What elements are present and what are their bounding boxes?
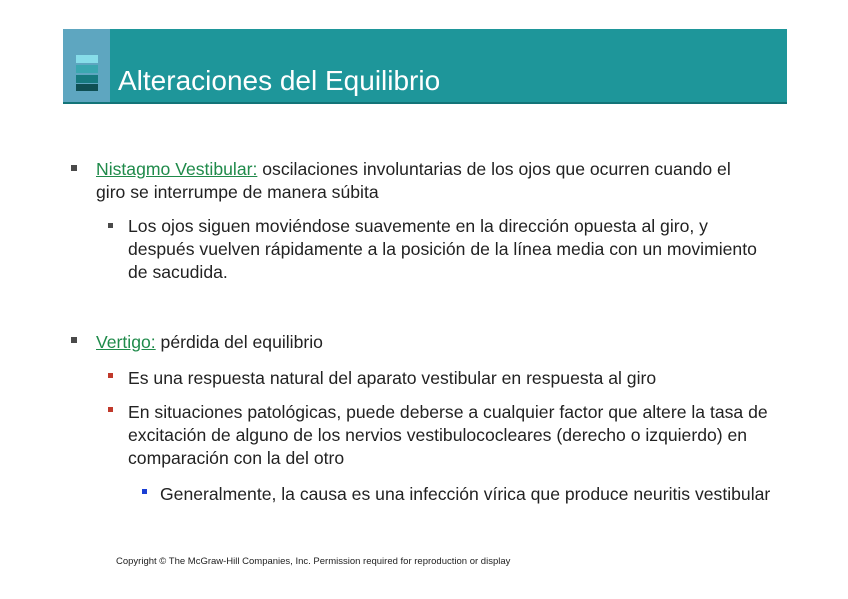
bullet-vertigo bbox=[96, 331, 746, 354]
bullet-situaciones-patologicas bbox=[128, 401, 778, 470]
bullet-marker bbox=[108, 223, 113, 228]
bullet-marker bbox=[71, 337, 77, 343]
copyright-notice: Copyright © The McGraw-Hill Companies, Inc. Permission required for reproduction or display bbox=[116, 556, 511, 567]
bullet-nistagmo bbox=[96, 158, 746, 204]
bullet-text: Es una respuesta natural del aparato vestibular en respuesta al giro bbox=[128, 368, 657, 388]
term-vertigo: Vertigo: bbox=[96, 332, 156, 352]
slide-title: Alteraciones del Equilibrio bbox=[118, 65, 441, 96]
bullet-text: oscilaciones involuntarias de los ojos que ocurren cuando el giro se interrumpe de manera súbita bbox=[96, 159, 731, 202]
bullet-text: Generalmente, la causa es una infección vírica que produce neuritis vestibular bbox=[160, 484, 771, 504]
bullet-respuesta-natural bbox=[128, 367, 788, 390]
bullet-marker bbox=[71, 165, 77, 171]
bullet-text: En situaciones patológicas, puede deberse a cualquier factor que altere la tasa de excitación de alguno de los nervios vestibulococleares (derecho o izquierdo) en comparación con la del otro bbox=[128, 402, 768, 468]
term-nistagmo: Nistagmo Vestibular: bbox=[96, 159, 258, 179]
stacked-bars-icon bbox=[76, 55, 98, 91]
bullet-text: Los ojos siguen moviéndose suavemente en la dirección opuesta al giro, y después vuelven rápidamente a la posición de la línea media con un movimiento de sacudida. bbox=[128, 216, 757, 282]
bullet-text: pérdida del equilibrio bbox=[155, 332, 323, 352]
bullet-marker bbox=[108, 407, 113, 412]
bullet-marker bbox=[142, 489, 147, 494]
bullet-causa-infeccion bbox=[160, 483, 780, 506]
bullet-marker bbox=[108, 373, 113, 378]
bullet-ojos bbox=[128, 215, 778, 284]
